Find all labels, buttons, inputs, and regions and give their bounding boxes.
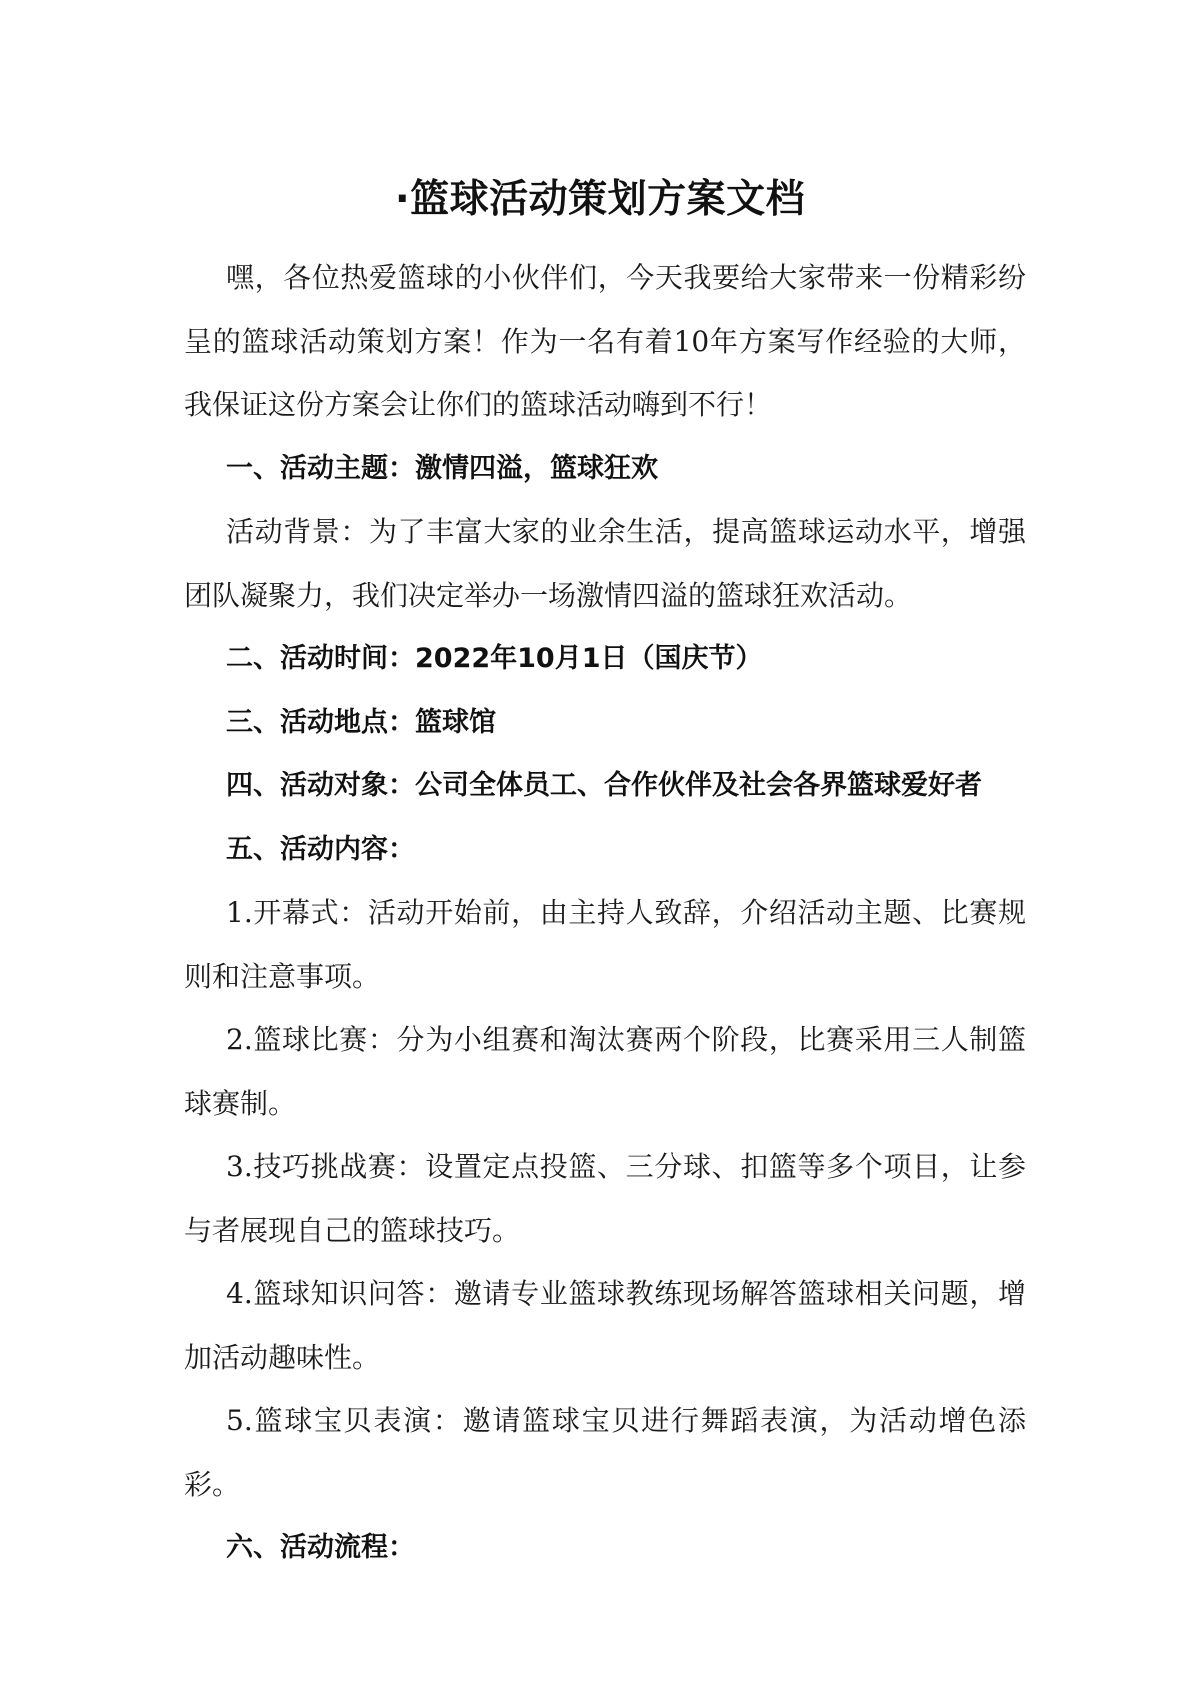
section-content-heading: 五、活动内容： xyxy=(226,833,415,865)
background-paragraph: 活动背景：为了丰富大家的业余生活，提高篮球运动水平，增强团队凝聚力，我们决定举办一场激情四溢的篮球狂欢活动。 xyxy=(184,515,1026,612)
intro-paragraph: 嘿，各位热爱篮球的小伙伴们，今天我要给大家带来一份精彩纷呈的篮球活动策划方案！作为一名有着10年方案写作经验的大师，我保证这份方案会让你们的篮球活动嗨到不行！ xyxy=(184,261,1026,421)
section-flow-heading: 六、活动流程： xyxy=(226,1532,415,1563)
section-audience-heading: 四、活动对象：公司全体员工、合作伙伴及社会各界篮球爱好者 xyxy=(226,770,982,801)
content-item-opening: 1.开幕式：活动开始前，由主持人致辞，介绍活动主题、比赛规则和注意事项。 xyxy=(184,896,1026,993)
document-title: ·篮球活动策划方案文档 xyxy=(394,177,806,222)
document-body xyxy=(184,246,1026,1580)
section-place-heading: 三、活动地点：篮球馆 xyxy=(226,706,496,738)
section-time-heading: 二、活动时间：2022年10月1日（国庆节） xyxy=(226,643,763,674)
section-theme-heading: 一、活动主题：激情四溢，篮球狂欢 xyxy=(226,452,658,484)
content-item-match: 2.篮球比赛：分为小组赛和淘汰赛两个阶段，比赛采用三人制篮球赛制。 xyxy=(184,1023,1026,1120)
content-item-quiz: 4.篮球知识问答：邀请专业篮球教练现场解答篮球相关问题，增加活动趣味性。 xyxy=(184,1277,1026,1374)
content-item-performance: 5.篮球宝贝表演：邀请篮球宝贝进行舞蹈表演，为活动增色添彩。 xyxy=(184,1404,1026,1501)
content-item-skills: 3.技巧挑战赛：设置定点投篮、三分球、扣篮等多个项目，让参与者展现自己的篮球技巧。 xyxy=(184,1150,1026,1247)
